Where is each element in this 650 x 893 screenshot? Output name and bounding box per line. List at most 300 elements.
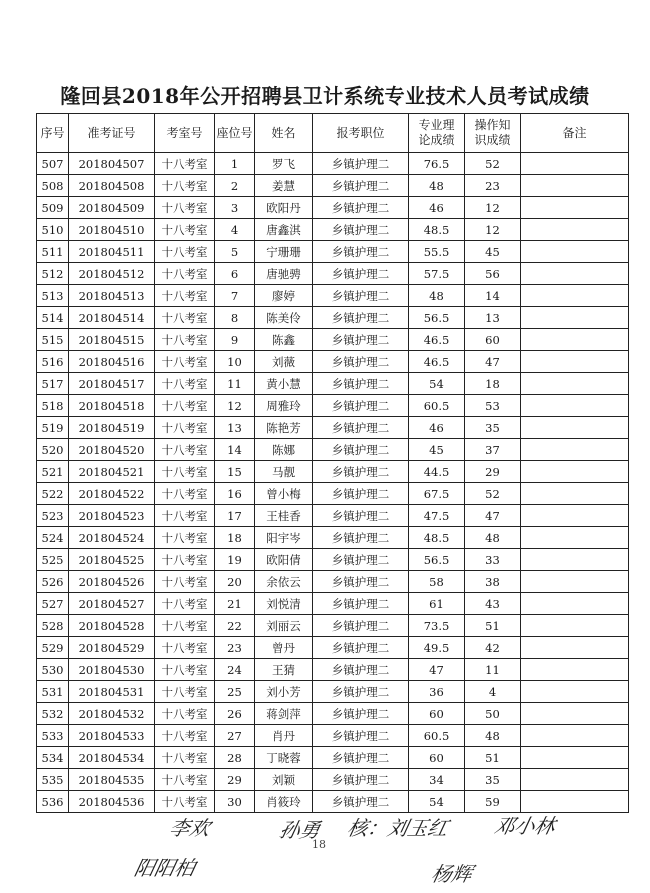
table-cell: 201804511: [69, 241, 155, 263]
table-cell: 陈艳芳: [255, 417, 313, 439]
table-cell: 乡镇护理二: [313, 351, 409, 373]
column-header: 备注: [521, 114, 629, 153]
table-cell: 514: [37, 307, 69, 329]
table-cell: 61: [409, 593, 465, 615]
table-cell: 陈娜: [255, 439, 313, 461]
table-row: [37, 373, 629, 395]
column-header: 专业理论成绩: [409, 114, 465, 153]
table-cell: 20: [215, 571, 255, 593]
table-cell: [521, 571, 629, 593]
table-cell: 2: [215, 175, 255, 197]
table-cell: 乡镇护理二: [313, 329, 409, 351]
table-cell: 刘悦清: [255, 593, 313, 615]
table-cell: 517: [37, 373, 69, 395]
table-cell: [521, 219, 629, 241]
table-cell: 刘丽云: [255, 615, 313, 637]
table-cell: 33: [465, 549, 521, 571]
table-cell: 51: [465, 615, 521, 637]
table-cell: 周雅玲: [255, 395, 313, 417]
document-title: 隆回县2018年公开招聘县卫计系统专业技术人员考试成绩: [60, 84, 590, 108]
table-cell: 陈鑫: [255, 329, 313, 351]
table-cell: 宁珊珊: [255, 241, 313, 263]
table-cell: 乡镇护理二: [313, 681, 409, 703]
signature-3: 核：刘玉红: [345, 816, 451, 840]
table-cell: 52: [465, 153, 521, 175]
column-header: 报考职位: [313, 114, 409, 153]
table-cell: 23: [465, 175, 521, 197]
table-cell: 28: [215, 747, 255, 769]
table-cell: 201804524: [69, 527, 155, 549]
table-cell: 肖筱玲: [255, 791, 313, 813]
signature-6: 杨辉: [429, 862, 475, 886]
table-cell: 67.5: [409, 483, 465, 505]
table-cell: 25: [215, 681, 255, 703]
table-cell: 5: [215, 241, 255, 263]
table-cell: [521, 197, 629, 219]
table-row: [37, 637, 629, 659]
table-cell: 十八考室: [155, 263, 215, 285]
table-cell: 王猜: [255, 659, 313, 681]
table-cell: 11: [465, 659, 521, 681]
table-cell: 12: [465, 197, 521, 219]
table-cell: 53: [465, 395, 521, 417]
table-cell: 十八考室: [155, 395, 215, 417]
table-cell: 十八考室: [155, 417, 215, 439]
table-cell: 十八考室: [155, 725, 215, 747]
table-cell: [521, 637, 629, 659]
table-cell: 12: [215, 395, 255, 417]
table-cell: 534: [37, 747, 69, 769]
table-cell: 47: [409, 659, 465, 681]
table-cell: 37: [465, 439, 521, 461]
table-row: [37, 505, 629, 527]
table-cell: 60: [409, 747, 465, 769]
table-cell: 201804535: [69, 769, 155, 791]
table-cell: [521, 439, 629, 461]
table-row: [37, 417, 629, 439]
table-cell: [521, 285, 629, 307]
table-cell: 201804532: [69, 703, 155, 725]
table-cell: 欧阳丹: [255, 197, 313, 219]
table-row: [37, 153, 629, 175]
table-row: [37, 615, 629, 637]
table-row: [37, 285, 629, 307]
table-row: [37, 439, 629, 461]
table-cell: 54: [409, 791, 465, 813]
table-cell: 十八考室: [155, 527, 215, 549]
table-cell: 201804529: [69, 637, 155, 659]
table-cell: 201804523: [69, 505, 155, 527]
table-row: [37, 197, 629, 219]
table-cell: 510: [37, 219, 69, 241]
table-cell: 76.5: [409, 153, 465, 175]
table-cell: 19: [215, 549, 255, 571]
table-cell: 乡镇护理二: [313, 747, 409, 769]
table-cell: [521, 747, 629, 769]
table-cell: 18: [465, 373, 521, 395]
table-cell: 十八考室: [155, 593, 215, 615]
table-row: [37, 681, 629, 703]
table-cell: 廖婷: [255, 285, 313, 307]
table-cell: [521, 615, 629, 637]
table-cell: 201804519: [69, 417, 155, 439]
table-cell: 十八考室: [155, 307, 215, 329]
table-cell: 524: [37, 527, 69, 549]
table-cell: 21: [215, 593, 255, 615]
table-cell: 46: [409, 197, 465, 219]
table-cell: 丁晓蓉: [255, 747, 313, 769]
table-row: [37, 549, 629, 571]
table-cell: 十八考室: [155, 197, 215, 219]
table-row: [37, 219, 629, 241]
column-header: 准考证号: [69, 114, 155, 153]
table-cell: 58: [409, 571, 465, 593]
table-cell: 201804522: [69, 483, 155, 505]
table-cell: [521, 263, 629, 285]
table-cell: 十八考室: [155, 219, 215, 241]
table-cell: 蒋剑萍: [255, 703, 313, 725]
table-cell: 欧阳倩: [255, 549, 313, 571]
table-cell: 马靓: [255, 461, 313, 483]
table-cell: 十八考室: [155, 153, 215, 175]
table-cell: 13: [465, 307, 521, 329]
table-cell: 511: [37, 241, 69, 263]
table-cell: 523: [37, 505, 69, 527]
table-cell: 27: [215, 725, 255, 747]
score-table: [36, 113, 629, 813]
table-cell: 36: [409, 681, 465, 703]
column-header: 序号: [37, 114, 69, 153]
table-cell: 12: [465, 219, 521, 241]
table-cell: 十八考室: [155, 637, 215, 659]
table-cell: 201804508: [69, 175, 155, 197]
table-cell: 201804510: [69, 219, 155, 241]
table-cell: [521, 703, 629, 725]
table-cell: [521, 395, 629, 417]
table-cell: [521, 681, 629, 703]
table-cell: 十八考室: [155, 549, 215, 571]
table-cell: 29: [465, 461, 521, 483]
table-cell: 乡镇护理二: [313, 197, 409, 219]
table-cell: [521, 373, 629, 395]
table-cell: 23: [215, 637, 255, 659]
table-row: [37, 395, 629, 417]
table-cell: 8: [215, 307, 255, 329]
table-cell: 518: [37, 395, 69, 417]
table-cell: 60.5: [409, 395, 465, 417]
table-cell: 乡镇护理二: [313, 395, 409, 417]
table-cell: 曾丹: [255, 637, 313, 659]
table-cell: 535: [37, 769, 69, 791]
table-cell: 527: [37, 593, 69, 615]
table-row: [37, 175, 629, 197]
table-cell: 57.5: [409, 263, 465, 285]
table-cell: 201804536: [69, 791, 155, 813]
table-cell: 201804528: [69, 615, 155, 637]
table-cell: 30: [215, 791, 255, 813]
table-cell: 513: [37, 285, 69, 307]
table-cell: 35: [465, 417, 521, 439]
table-cell: 201804517: [69, 373, 155, 395]
table-cell: 201804507: [69, 153, 155, 175]
table-cell: 乡镇护理二: [313, 263, 409, 285]
table-cell: 乡镇护理二: [313, 659, 409, 681]
table-cell: 18: [215, 527, 255, 549]
table-cell: 十八考室: [155, 483, 215, 505]
table-cell: 十八考室: [155, 175, 215, 197]
table-cell: 十八考室: [155, 571, 215, 593]
table-cell: 肖丹: [255, 725, 313, 747]
table-cell: 46.5: [409, 329, 465, 351]
table-cell: 43: [465, 593, 521, 615]
table-cell: 512: [37, 263, 69, 285]
table-cell: 乡镇护理二: [313, 219, 409, 241]
table-cell: 姜慧: [255, 175, 313, 197]
table-cell: [521, 549, 629, 571]
column-header: 姓名: [255, 114, 313, 153]
table-cell: 73.5: [409, 615, 465, 637]
table-cell: 14: [215, 439, 255, 461]
table-cell: 60.5: [409, 725, 465, 747]
table-cell: 13: [215, 417, 255, 439]
table-cell: [521, 175, 629, 197]
table-cell: 46.5: [409, 351, 465, 373]
table-cell: 16: [215, 483, 255, 505]
table-cell: 46: [409, 417, 465, 439]
table-row: [37, 307, 629, 329]
table-cell: 56.5: [409, 549, 465, 571]
signature-1: 李欢: [167, 816, 213, 840]
table-row: [37, 241, 629, 263]
table-cell: 529: [37, 637, 69, 659]
table-cell: 4: [215, 219, 255, 241]
table-cell: 3: [215, 197, 255, 219]
table-cell: 56: [465, 263, 521, 285]
table-cell: 201804513: [69, 285, 155, 307]
table-cell: 十八考室: [155, 703, 215, 725]
table-cell: 533: [37, 725, 69, 747]
table-cell: [521, 725, 629, 747]
table-cell: 黄小慧: [255, 373, 313, 395]
table-cell: [521, 461, 629, 483]
table-cell: 508: [37, 175, 69, 197]
table-cell: 乡镇护理二: [313, 461, 409, 483]
table-cell: 201804520: [69, 439, 155, 461]
table-cell: [521, 483, 629, 505]
table-cell: 10: [215, 351, 255, 373]
table-cell: 十八考室: [155, 659, 215, 681]
table-cell: 515: [37, 329, 69, 351]
signature-5: 阳阳柏: [132, 856, 198, 880]
table-cell: [521, 241, 629, 263]
table-cell: 48.5: [409, 219, 465, 241]
table-row: [37, 351, 629, 373]
table-row: [37, 329, 629, 351]
table-cell: 60: [465, 329, 521, 351]
table-cell: 522: [37, 483, 69, 505]
table-cell: 51: [465, 747, 521, 769]
table-cell: 48: [409, 285, 465, 307]
table-row: [37, 263, 629, 285]
table-cell: 十八考室: [155, 373, 215, 395]
table-cell: 48: [465, 725, 521, 747]
table-cell: 509: [37, 197, 69, 219]
table-cell: 201804527: [69, 593, 155, 615]
table-cell: 乡镇护理二: [313, 637, 409, 659]
table-cell: 十八考室: [155, 439, 215, 461]
table-cell: 乡镇护理二: [313, 527, 409, 549]
table-cell: 47: [465, 505, 521, 527]
table-cell: 47: [465, 351, 521, 373]
table-cell: 45: [409, 439, 465, 461]
table-cell: 526: [37, 571, 69, 593]
table-cell: 201804516: [69, 351, 155, 373]
table-cell: 唐鑫淇: [255, 219, 313, 241]
table-cell: 1: [215, 153, 255, 175]
table-cell: 44.5: [409, 461, 465, 483]
table-cell: 55.5: [409, 241, 465, 263]
table-cell: 525: [37, 549, 69, 571]
table-cell: 528: [37, 615, 69, 637]
table-cell: 519: [37, 417, 69, 439]
table-cell: 十八考室: [155, 285, 215, 307]
table-cell: 24: [215, 659, 255, 681]
table-cell: 201804521: [69, 461, 155, 483]
table-row: [37, 527, 629, 549]
table-cell: 201804514: [69, 307, 155, 329]
signature-2: 孙勇: [277, 818, 323, 842]
table-cell: 38: [465, 571, 521, 593]
table-cell: 48: [465, 527, 521, 549]
table-cell: 乡镇护理二: [313, 549, 409, 571]
table-cell: 35: [465, 769, 521, 791]
table-cell: 十八考室: [155, 791, 215, 813]
table-cell: 9: [215, 329, 255, 351]
table-cell: [521, 659, 629, 681]
table-cell: 刘薇: [255, 351, 313, 373]
table-row: [37, 593, 629, 615]
table-cell: 201804530: [69, 659, 155, 681]
table-cell: 乡镇护理二: [313, 285, 409, 307]
table-cell: [521, 351, 629, 373]
table-cell: 乡镇护理二: [313, 307, 409, 329]
table-cell: 59: [465, 791, 521, 813]
table-cell: 48.5: [409, 527, 465, 549]
table-cell: 乡镇护理二: [313, 175, 409, 197]
table-cell: 刘颖: [255, 769, 313, 791]
table-cell: 201804515: [69, 329, 155, 351]
table-cell: 54: [409, 373, 465, 395]
table-cell: [521, 307, 629, 329]
table-row: [37, 769, 629, 791]
table-cell: 乡镇护理二: [313, 593, 409, 615]
table-cell: 201804526: [69, 571, 155, 593]
table-cell: 201804533: [69, 725, 155, 747]
table-row: [37, 461, 629, 483]
table-cell: [521, 329, 629, 351]
table-cell: 十八考室: [155, 615, 215, 637]
table-cell: 17: [215, 505, 255, 527]
table-cell: 十八考室: [155, 461, 215, 483]
table-cell: 507: [37, 153, 69, 175]
table-body: [37, 153, 629, 813]
table-cell: 十八考室: [155, 329, 215, 351]
table-cell: 11: [215, 373, 255, 395]
column-header: 操作知识成绩: [465, 114, 521, 153]
table-cell: 乡镇护理二: [313, 153, 409, 175]
table-cell: 乡镇护理二: [313, 373, 409, 395]
table-cell: 乡镇护理二: [313, 571, 409, 593]
table-cell: 530: [37, 659, 69, 681]
table-cell: [521, 527, 629, 549]
table-cell: 52: [465, 483, 521, 505]
table-cell: 乡镇护理二: [313, 703, 409, 725]
table-cell: 26: [215, 703, 255, 725]
table-cell: 201804509: [69, 197, 155, 219]
table-cell: 516: [37, 351, 69, 373]
table-row: [37, 483, 629, 505]
column-header: 考室号: [155, 114, 215, 153]
table-cell: 56.5: [409, 307, 465, 329]
table-cell: 34: [409, 769, 465, 791]
table-cell: 唐驰骋: [255, 263, 313, 285]
table-cell: 十八考室: [155, 241, 215, 263]
table-cell: 49.5: [409, 637, 465, 659]
table-cell: 15: [215, 461, 255, 483]
table-cell: 乡镇护理二: [313, 483, 409, 505]
column-header: 座位号: [215, 114, 255, 153]
table-cell: 531: [37, 681, 69, 703]
table-cell: 536: [37, 791, 69, 813]
table-cell: 532: [37, 703, 69, 725]
table-cell: 刘小芳: [255, 681, 313, 703]
page-number: 18: [312, 838, 326, 851]
table-cell: [521, 769, 629, 791]
table-cell: 14: [465, 285, 521, 307]
table-cell: 乡镇护理二: [313, 615, 409, 637]
table-cell: 22: [215, 615, 255, 637]
table-cell: 十八考室: [155, 769, 215, 791]
table-cell: 4: [465, 681, 521, 703]
table-row: [37, 725, 629, 747]
table-cell: 50: [465, 703, 521, 725]
table-cell: 乡镇护理二: [313, 725, 409, 747]
table-cell: 201804531: [69, 681, 155, 703]
table-cell: 王桂香: [255, 505, 313, 527]
table-cell: [521, 153, 629, 175]
table-cell: 乡镇护理二: [313, 769, 409, 791]
table-cell: 乡镇护理二: [313, 417, 409, 439]
table-cell: [521, 417, 629, 439]
table-row: [37, 747, 629, 769]
table-cell: 十八考室: [155, 681, 215, 703]
table-cell: 47.5: [409, 505, 465, 527]
table-cell: 曾小梅: [255, 483, 313, 505]
table-cell: 42: [465, 637, 521, 659]
table-row: [37, 659, 629, 681]
table-cell: [521, 505, 629, 527]
table-cell: 29: [215, 769, 255, 791]
table-cell: 201804534: [69, 747, 155, 769]
table-row: [37, 571, 629, 593]
table-cell: 60: [409, 703, 465, 725]
table-cell: 十八考室: [155, 351, 215, 373]
table-cell: 201804518: [69, 395, 155, 417]
table-cell: 十八考室: [155, 505, 215, 527]
table-cell: 521: [37, 461, 69, 483]
table-cell: 余依云: [255, 571, 313, 593]
table-cell: 十八考室: [155, 747, 215, 769]
